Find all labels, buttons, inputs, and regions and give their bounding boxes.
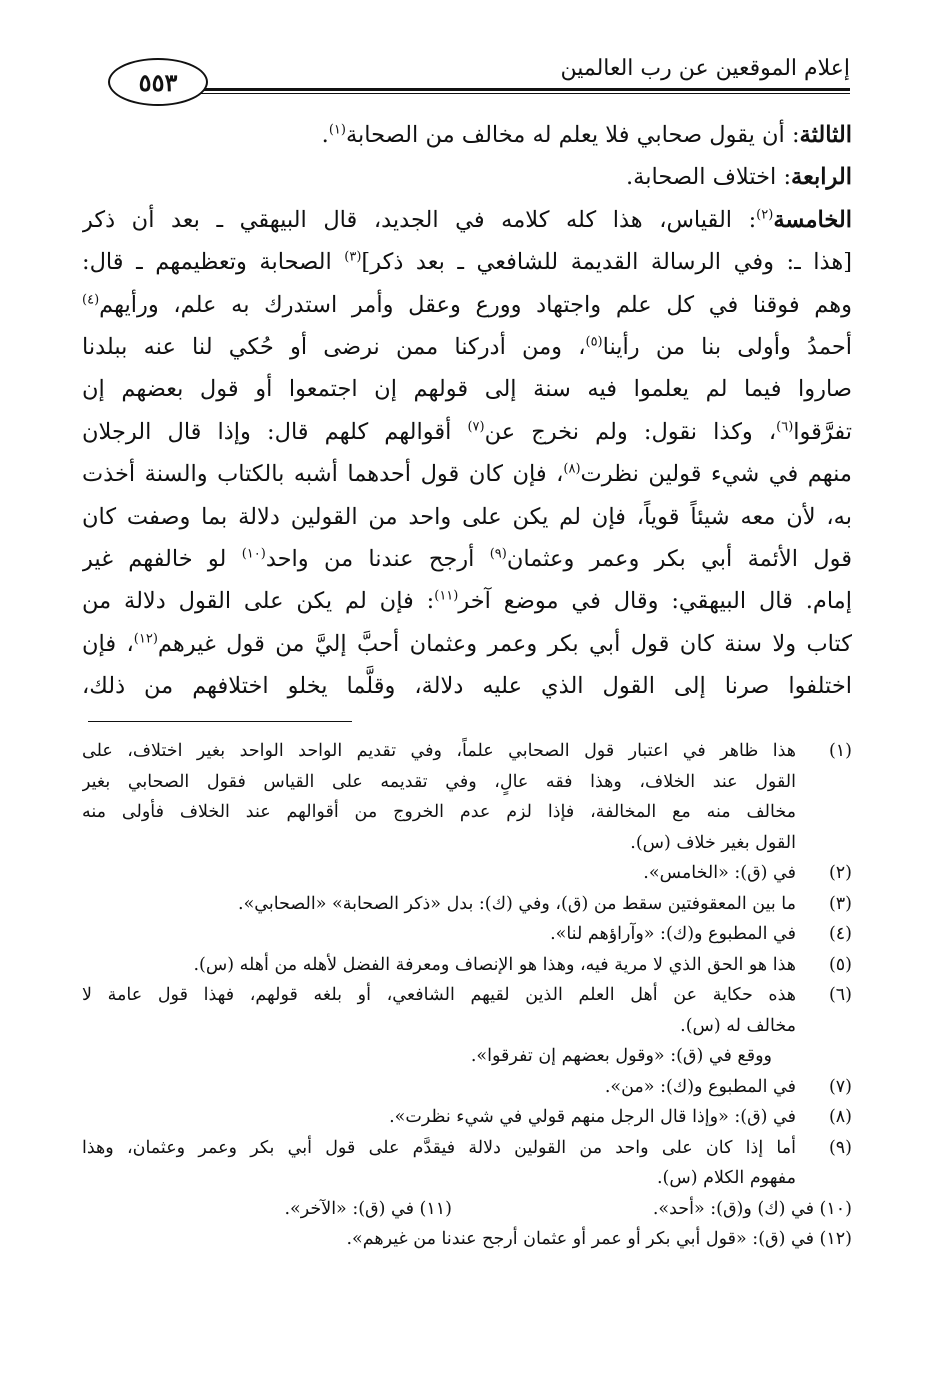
text-line: صاروا فيما لم يعلموا فيه سنة إلى قولهم إن اجتمعوا أو قول بعضهم إن [82, 376, 852, 403]
text-line [82, 284, 852, 326]
footnote-2 [82, 858, 852, 889]
footnote-line: هذا ظاهر في اعتبار قول الصحابي علماً، وفي تقديم الواحد الواحد بغير اختلاف، على [82, 741, 796, 761]
book-title: إعلام الموقعين عن رب العالمين [560, 56, 850, 81]
footnote-10: (١٠) في (ك) و(ق): «أحد». [652, 1198, 852, 1219]
text-line [82, 580, 852, 622]
text-span: الصحابة وتعظيمهم ـ قال: [82, 249, 345, 276]
footnote-ref[interactable]: (١٠) [241, 546, 266, 562]
text-span: ، فإن كان قول أحدهما أشبه بالكتاب والسنة أخذت [82, 461, 564, 488]
footnote-11: (١١) في (ق): «الآخر». [284, 1198, 452, 1219]
text-line [82, 538, 852, 580]
header-rule-thin [188, 93, 850, 94]
footnote-ref[interactable]: (١٢) [133, 631, 158, 647]
footnote-number: (٦) [828, 985, 852, 1005]
footnote-number: (٧) [828, 1076, 852, 1097]
footnote-line: في المطبوع و(ك): «من». [604, 1076, 796, 1097]
page-header [88, 50, 850, 100]
footnote-8 [82, 1102, 852, 1133]
footnote-12: (١٢) في (ق): «قول أبي بكر أو عمر أو عثمان أرجح عندنا من غيرهم». [346, 1229, 852, 1249]
footnote-line: القول عند الخلاف، وهذا فقه عالٍ، وفي تقديمه على القياس فقول الصحابي بغير [82, 771, 796, 792]
footnote-line: القول بغير خلاف (س). [630, 832, 796, 853]
footnote-ref[interactable]: (٨) [563, 461, 581, 477]
footnote-5 [82, 950, 852, 981]
footnote-line: في المطبوع و(ك): «وآراؤهم لنا». [550, 924, 796, 944]
footnote-ref[interactable]: (٩) [489, 546, 507, 562]
footnote-3 [82, 889, 852, 920]
text-line: اختلفوا صرنا إلى القول الذي عليه دلالة، وقلَّما يخلو اختلافهم من ذلك، [82, 673, 852, 700]
footnote-number: (٥) [828, 954, 852, 975]
footnote-number: (٣) [828, 893, 852, 914]
text-span: كتاب ولا سنة كان قول أبي بكر وعمر وعثمان أحبَّ إليَّ من قول غيرهم [157, 630, 852, 657]
footnote-line: ما بين المعقوفتين سقط من (ق)، وفي (ك): بدل «ذكر الصحابة» «الصحابي». [238, 893, 796, 914]
footnote-line: في (ق): «الخامس». [643, 863, 796, 883]
footnote-number: (٢) [828, 863, 852, 883]
text-span: لو خالفهم غير [82, 545, 242, 572]
text-line [82, 199, 852, 241]
header-rule [188, 88, 850, 91]
text-span: : اختلاف الصحابة. [625, 164, 792, 191]
footnote-ref[interactable]: (٤) [82, 292, 100, 308]
text-span: : أن يقول صحابي فلا يعلم له مخالف من الصحابة [345, 122, 800, 148]
footnote-line: أما إذا كان على واحد من القولين دلالة فيقدَّم على قول أبي بكر وعمر وعثمان، وهذا [82, 1137, 796, 1158]
footnote-6-continuation: ووقع في (ق): «وقول بعضهم إن تفرقوا». [470, 1046, 772, 1066]
footnote-ref[interactable]: (٦) [776, 419, 794, 435]
text-line [82, 114, 852, 156]
text-span: [هذا ـ: وفي الرسالة القديمة للشافعي ـ بعد ذكر] [361, 249, 852, 276]
text-span: منهم في شيء قولين نظرت [580, 461, 852, 488]
lead-word: الثالثة [799, 122, 852, 148]
text-span: ، ومن أدركنا ممن نرضى أو حُكي لنا عنه ببلدنا [82, 333, 586, 360]
text-line [82, 241, 852, 283]
text-span: إمام. قال البيهقي: وقال في موضع آخر [458, 588, 852, 615]
text-span: أرجح عندنا من واحد [265, 545, 490, 572]
footnote-number: (٤) [828, 924, 852, 944]
text-span: وهم فوقنا في كل علم واجتهاد وورع وعقل وأمر استدرك به علم، ورأيهم [99, 291, 852, 318]
text-line [82, 623, 852, 665]
footnote-1 [82, 736, 852, 858]
text-span: : فإن لم يكن على القول دلالة من [82, 588, 435, 615]
text-span: : القياس، هذا كله كلامه في الجديد، قال البيهقي ـ بعد أن ذكر [82, 206, 757, 233]
footnote-ref[interactable]: (٧) [467, 419, 485, 435]
footnote-line: هذا هو الحق الذي لا مرية فيه، وهذا هو الإنصاف ومعرفة الفضل لأهله من أهله (س). [193, 954, 796, 975]
text-line [82, 453, 852, 495]
text-line [82, 326, 852, 368]
text-line [82, 156, 852, 198]
text-span: أقوالهم كلهم قال: وإذا قال الرجلان [82, 418, 468, 445]
footnote-number: (٨) [828, 1107, 852, 1127]
page-number: ٥٥٣ [138, 67, 178, 97]
footnote-ref[interactable]: (١١) [434, 588, 459, 604]
footnote-9 [82, 1133, 852, 1194]
footnote-number: (٩) [828, 1137, 852, 1158]
text-span: ، فإن [82, 630, 134, 657]
footnote-12-row [82, 1224, 852, 1255]
lead-word: الخامسة [773, 206, 852, 233]
footnote-ref[interactable]: (٢) [756, 207, 774, 223]
footnote-ref[interactable]: (٥) [585, 334, 603, 350]
footnote-line: في (ق): «وإذا قال الرجل منهم قولي في شيء نظرت». [389, 1107, 796, 1127]
footnotes [82, 736, 852, 1255]
lead-word: الرابعة [791, 164, 852, 191]
footnotes-10-11 [82, 1194, 852, 1225]
text-span: قول الأئمة أبي بكر وعمر وعثمان [506, 545, 852, 572]
text-line [82, 411, 852, 453]
text-span: ، وكذا نقول: ولم نخرج عن [484, 418, 777, 445]
footnote-line: هذه حكاية عن أهل العلم الذين لقيهم الشافعي، أو بلغه قولهم، فهذا قول عامة لا [82, 985, 796, 1005]
footnote-ref[interactable]: (٣) [344, 249, 362, 265]
footnote-line: مخالف منه مع المخالفة، فإذا لزم عدم الخروج من أقوالهم عند الخلاف فأولى منه [82, 802, 796, 822]
text-span: . [321, 122, 329, 148]
footnote-separator [88, 721, 352, 722]
footnote-6 [82, 980, 852, 1041]
main-text [82, 114, 852, 707]
footnote-4 [82, 919, 852, 950]
footnote-line: مفهوم الكلام (س). [656, 1168, 796, 1188]
text-line: به، لأن معه شيئاً قوياً، فإن لم يكن على واحد من القولين دلالة بما وصفت كان [82, 503, 852, 530]
footnote-ref[interactable]: (١) [328, 122, 346, 138]
footnote-7 [82, 1072, 852, 1103]
footnote-line: مخالف له (س). [680, 1015, 796, 1036]
page-number-oval [108, 58, 208, 106]
footnote-number: (١) [828, 741, 852, 761]
text-span: تفرَّقوا [793, 418, 852, 445]
text-span: أحمدُ وأولى بنا من رأينا [602, 333, 852, 360]
